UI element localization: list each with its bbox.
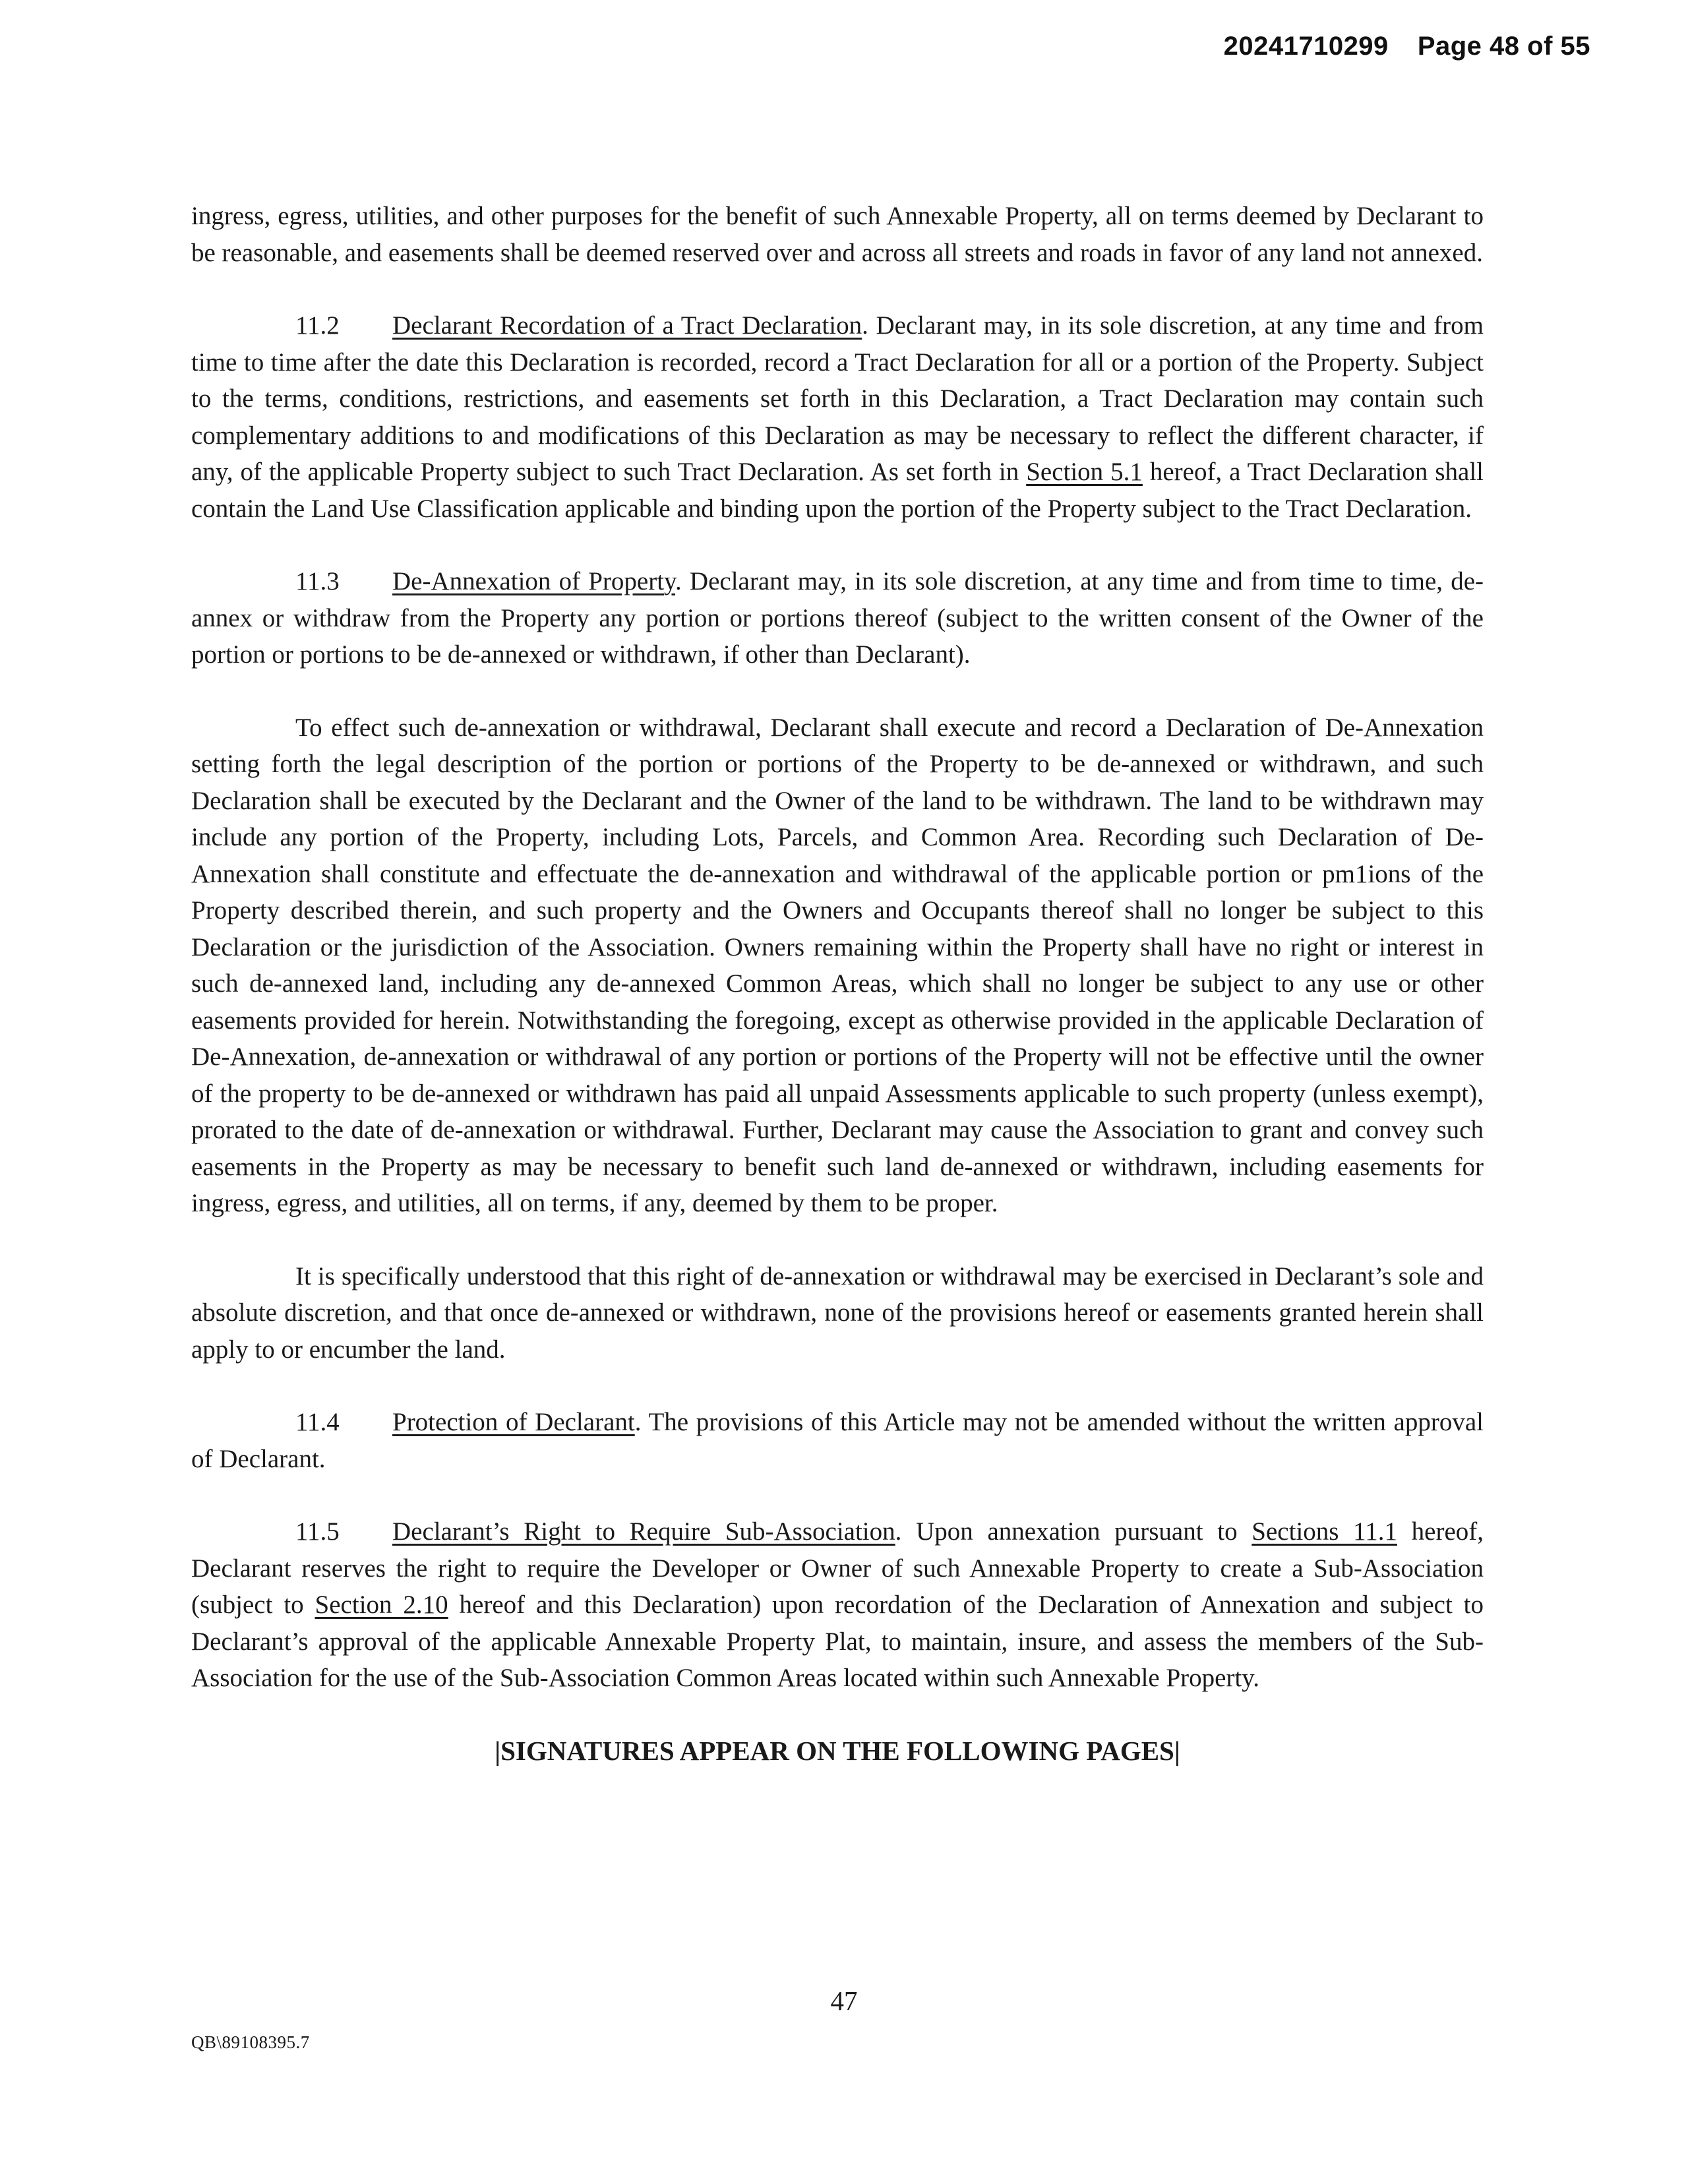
section-title: Protection of Declarant [392, 1408, 635, 1436]
section-number: 11.5 [295, 1517, 340, 1546]
section-11-2 [191, 307, 1484, 527]
document-body [191, 198, 1484, 1805]
section-text: . Declarant may, in its sole discretion, at any time and from time to time, de-annex or withdraw from the Property any portion or portions thereof (subject to the written consent of the Owner of the portion or portions to be de-annexed or withdrawn, if other than Declarant). [191, 567, 1484, 669]
document-id: QB\89108395.7 [191, 2032, 310, 2052]
document-number: 20241710299 [1223, 32, 1389, 61]
paragraph-continuation: ingress, egress, utilities, and other purposes for the benefit of such Annexable Property, all on terms deemed by Declarant to be reasonable, and easements shall be deemed reserved over and across all streets and roads in favor of any land not annexed. [191, 202, 1484, 267]
section-title: Declarant’s Right to Require Sub-Association [392, 1517, 895, 1546]
section-number: 11.3 [295, 567, 340, 595]
section-11-3 [191, 563, 1484, 673]
section-text: hereof, a Tract Declaration shall contain the Land Use Classification applicable and binding upon the portion of the Property subject to the Tract Declaration. [191, 458, 1484, 523]
page-number: 47 [830, 1986, 858, 2016]
section-reference: Sections 11.1 [1251, 1517, 1397, 1546]
section-reference: Section 2.10 [315, 1591, 448, 1619]
section-text: hereof, Declarant reserves the right to require the Developer or Owner of such Annexable Property to create a Sub-Association (subject to [191, 1517, 1484, 1619]
section-11-5 [191, 1513, 1484, 1697]
paragraph-de-annexation: To effect such de-annexation or withdrawal, Declarant shall execute and record a Declaration of De-Annexation setting forth the legal description of the portion or portions of the Property to be de-annexed or withdrawn, and such Declaration shall be executed by the Declarant and the Owner of the land to be withdrawn. The land to be withdrawn may include any portion of the Property, including Lots, Parcels, and Common Area. Recording such Declaration of De-Annexation shall constitute and effectuate the de-annexation and withdrawal of the applicable portion or pm1ions of the Property described therein, and such property and the Owners and Occupants thereof shall no longer be subject to this Declaration or the jurisdiction of the Association. Owners remaining within the Property shall have no right or interest in such de-annexed land, including any de-annexed Common Areas, which shall no longer be subject to any use or other easements provided for herein. Notwithstanding the foregoing, except as otherwise provided in the applicable Declaration of De-Annexation, de-annexation or withdrawal of any portion or portions of the Property will not be effective until the owner of the property to be de-annexed or withdrawn has paid all unpaid Assessments applicable to such property (unless exempt), prorated to the date of de-annexation or withdrawal. Further, Declarant may cause the Association to grant and convey such easements in the Property as may be necessary to benefit such land de-annexed or withdrawn, including easements for ingress, egress, and utilities, all on terms, if any, deemed by them to be proper. [191, 713, 1484, 1217]
page-indicator: Page 48 of 55 [1417, 32, 1590, 61]
section-text: . Declarant may, in its sole discretion, at any time and from time to time after the date this Declaration is recorded, record a Tract Declaration for all or a portion of the Property. Subject to the terms, conditions, restrictions, and easements set forth in this Declaration, a Tract Declaration may contain such complementary additions to and modifications of this Declaration as may be necessary to reflect the different character, if any, of the applicable Property subject to such Tract Declaration. As set forth in [191, 311, 1484, 486]
section-title-glyph: y [664, 567, 675, 595]
section-reference: Section 5.1 [1026, 458, 1143, 486]
section-title: Declarant Recordation of a Tract Declaration [392, 311, 862, 340]
paragraph-specifically-understood: It is specifically understood that this right of de-annexation or withdrawal may be exercised in Declarant’s sole and absolute discretion, and that once de-annexed or withdrawn, none of the provisions hereof or easements granted herein shall apply to or encumber the land. [191, 1261, 1484, 1364]
section-text: . Upon annexation pursuant to [895, 1517, 1252, 1546]
section-number: 11.2 [295, 311, 340, 340]
section-title: De-Annexation of Propert [392, 567, 665, 595]
page-header [1224, 32, 1590, 61]
signatures-notice: |SIGNATURES APPEAR ON THE FOLLOWING PAGES| [495, 1735, 1180, 1766]
section-11-4 [191, 1404, 1484, 1477]
section-text: . The provisions of this Article may not be amended without the written approval of Declarant. [191, 1408, 1484, 1473]
section-text: hereof and this Declaration) upon recordation of the Declaration of Annexation and subject to Declarant’s approval of the applicable Annexable Property Plat, to maintain, insure, and assess the members of the Sub-Association for the use of the Sub-Association Common Areas located within such Annexable Property. [191, 1591, 1484, 1692]
section-number: 11.4 [295, 1408, 340, 1436]
